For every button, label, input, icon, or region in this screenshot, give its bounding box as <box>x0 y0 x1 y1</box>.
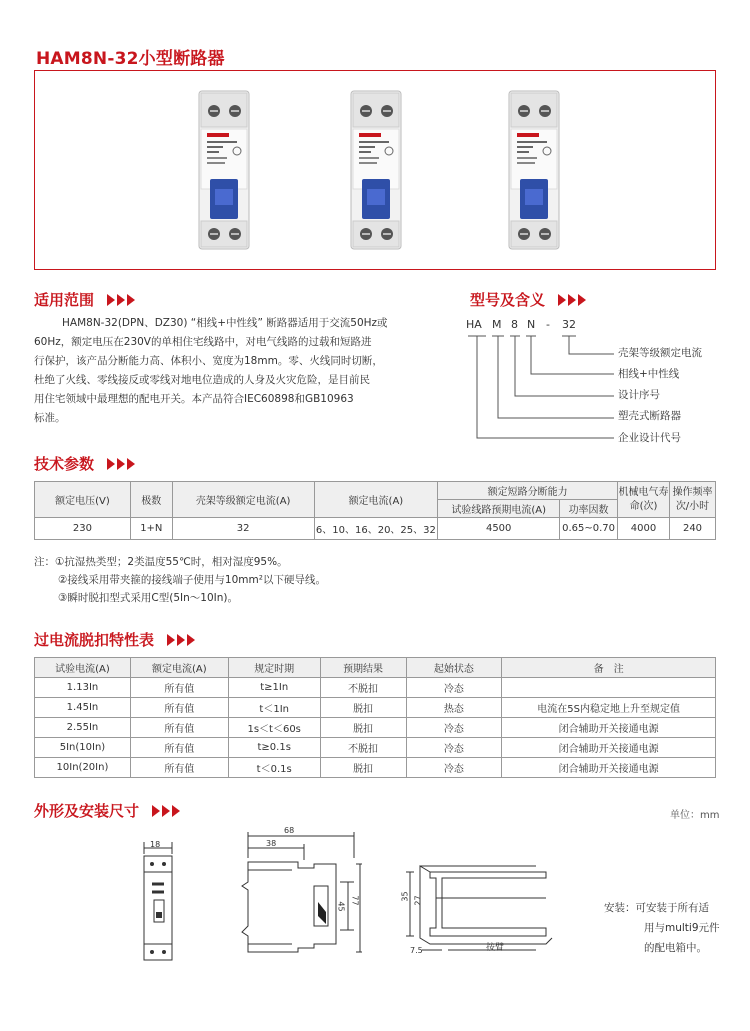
model-code-8: 8 <box>511 318 518 331</box>
tech-header-frame: 壳架等级额定电流(A) <box>172 482 314 518</box>
tech-note: ②接线采用带夹箍的接线端子使用与10mm²以下硬导线。 <box>58 574 326 586</box>
table-row <box>35 518 716 540</box>
trip-header-state: 起始状态 <box>406 658 502 678</box>
dim-side-h2: 77 <box>350 895 360 906</box>
triple-arrow-icon <box>152 803 182 821</box>
page-title: HAM8N-32小型断路器 <box>36 49 225 69</box>
trip-cell: 1s＜t＜60s <box>228 718 320 738</box>
tech-cell-frame: 32 <box>172 518 314 540</box>
tech-cell-voltage: 230 <box>35 518 131 540</box>
tech-cell-pf: 0.65~0.70 <box>560 518 618 540</box>
tech-note: ③瞬时脱扣型式采用C型(5In～10In)。 <box>58 592 238 604</box>
tech-header-breaking: 额定短路分断能力 <box>438 482 618 500</box>
trip-cell: 闭合辅助开关接通电源 <box>502 758 716 778</box>
table-row <box>35 758 716 778</box>
scope-line: 杜绝了火线、零线接反或零线对地电位造成的人身及火灾危险，是目前民 <box>34 374 370 386</box>
trip-cell: 冷态 <box>406 738 502 758</box>
install-line: 安装：可安装于所有适 <box>604 902 709 914</box>
model-title <box>470 289 588 310</box>
scope-title-text: 适用范围 <box>34 291 95 309</box>
install-note <box>604 898 720 958</box>
scope-line: 标准。 <box>34 412 66 424</box>
tech-header-voltage: 额定电压(V) <box>35 482 131 518</box>
trip-header-remark: 备 注 <box>502 658 716 678</box>
scope-line: HAM8N-32(DPN、DZ30) “相线+中性线” 断路器适用于交流50Hz或 <box>62 317 388 329</box>
product-photo-frame <box>34 70 716 270</box>
trip-header-time: 规定时期 <box>228 658 320 678</box>
model-code-ha: HA <box>466 318 482 331</box>
model-code-m: M <box>492 318 502 331</box>
triple-arrow-icon <box>558 292 588 310</box>
dim-side-top: 38 <box>266 839 277 848</box>
trip-cell: 2.55In <box>35 718 131 738</box>
trip-cell: 不脱扣 <box>320 738 406 758</box>
tech-header-test-current: 试验线路预期电流(A) <box>438 500 560 518</box>
trip-cell: t≥1In <box>228 678 320 698</box>
dims-unit: 单位：mm <box>670 810 720 821</box>
triple-arrow-icon <box>107 456 137 474</box>
tech-cell-poles: 1+N <box>130 518 172 540</box>
scope-text <box>34 314 434 428</box>
breaker-photo-1 <box>197 89 251 251</box>
model-meaning-company-code: 企业设计代号 <box>618 432 681 444</box>
trip-cell: 所有值 <box>130 718 228 738</box>
tech-title-text: 技术参数 <box>34 455 95 473</box>
table-row <box>35 738 716 758</box>
model-code-dash: - <box>546 318 550 331</box>
dim-rail-h2: 27 <box>413 895 423 906</box>
tech-note: 注：①抗湿热类型；2类温度55℃时，相对湿度95%。 <box>34 556 288 568</box>
trip-cell: 10In(20In) <box>35 758 131 778</box>
trip-cell: 冷态 <box>406 678 502 698</box>
trip-title-text: 过电流脱扣特性表 <box>34 631 155 649</box>
tech-header-current: 额定电流(A) <box>314 482 438 518</box>
tech-header-life: 机械电气寿命(次) <box>618 482 670 518</box>
tech-cell-test-current: 4500 <box>438 518 560 540</box>
scope-line: 行保护，该产品分断能力高、体积小、宽度为18mm。零、火线同时切断， <box>34 355 383 367</box>
trip-cell: t≥0.1s <box>228 738 320 758</box>
trip-cell: 冷态 <box>406 718 502 738</box>
trip-title <box>34 629 197 650</box>
dim-front-width: 18 <box>150 840 161 849</box>
model-meaning-design-no: 设计序号 <box>618 389 660 401</box>
trip-cell: 闭合辅助开关接通电源 <box>502 718 716 738</box>
dim-rail-h1: 35 <box>400 891 410 902</box>
trip-cell: 不脱扣 <box>320 678 406 698</box>
trip-cell: 脱扣 <box>320 718 406 738</box>
trip-cell: 冷态 <box>406 758 502 778</box>
tech-header-freq: 操作频率次/小时 <box>670 482 716 518</box>
trip-header-test-current: 试验电流(A) <box>35 658 131 678</box>
table-row <box>35 698 716 718</box>
trip-cell: 所有值 <box>130 758 228 778</box>
model-meaning-phase-neutral: 相线+中性线 <box>618 368 680 380</box>
trip-header-result: 预期结果 <box>320 658 406 678</box>
trip-cell: 1.45In <box>35 698 131 718</box>
trip-cell: t＜0.1s <box>228 758 320 778</box>
model-meaning-frame-current: 壳架等级额定电流 <box>618 347 702 359</box>
scope-line: 用住宅领域中最理想的配电开关。本产品符合IEC60898和GB10963 <box>34 393 354 405</box>
scope-title <box>34 289 137 310</box>
trip-cell: 电流在5S内稳定地上升至规定值 <box>502 698 716 718</box>
trip-header-rated-current: 额定电流(A) <box>130 658 228 678</box>
model-title-text: 型号及含义 <box>470 291 546 309</box>
trip-cell: t＜1In <box>228 698 320 718</box>
tech-table <box>34 481 716 540</box>
scope-line: 60Hz，额定电压在230V的单相住宅线路中，对电气线路的过载和短路进 <box>34 336 372 348</box>
tech-cell-current: 6、10、16、20、25、32 <box>314 518 438 540</box>
trip-cell: 所有值 <box>130 678 228 698</box>
tech-header-poles: 极数 <box>130 482 172 518</box>
tech-cell-life: 4000 <box>618 518 670 540</box>
dim-rail-width: 7.5 <box>410 946 423 955</box>
install-line: 的配电箱中。 <box>644 942 707 954</box>
trip-cell: 5In(10In) <box>35 738 131 758</box>
model-code-n: N <box>527 318 536 331</box>
table-row <box>35 678 716 698</box>
dim-side-total: 68 <box>284 826 295 835</box>
dim-rail-label: 按臂 <box>486 943 505 953</box>
trip-cell: 脱扣 <box>320 758 406 778</box>
trip-cell: 脱扣 <box>320 698 406 718</box>
dims-title <box>34 800 182 821</box>
tech-header-pf: 功率因数 <box>560 500 618 518</box>
trip-table <box>34 657 716 778</box>
triple-arrow-icon <box>167 632 197 650</box>
trip-cell: 所有值 <box>130 738 228 758</box>
dims-title-text: 外形及安装尺寸 <box>34 802 140 820</box>
trip-cell: 1.13In <box>35 678 131 698</box>
tech-cell-freq: 240 <box>670 518 716 540</box>
model-meaning-mccb: 塑壳式断路器 <box>618 410 681 422</box>
trip-cell: 所有值 <box>130 698 228 718</box>
trip-cell: 闭合辅助开关接通电源 <box>502 738 716 758</box>
tech-notes <box>34 553 326 607</box>
breaker-photo-3 <box>507 89 561 251</box>
trip-cell: 热态 <box>406 698 502 718</box>
triple-arrow-icon <box>107 292 137 310</box>
tech-title <box>34 453 137 474</box>
trip-cell <box>502 678 716 698</box>
side-view-drawing <box>236 826 366 976</box>
dim-side-h1: 45 <box>336 901 346 912</box>
model-code-32: 32 <box>562 318 576 331</box>
table-row <box>35 718 716 738</box>
model-leader-lines <box>466 332 616 444</box>
breaker-photo-2 <box>349 89 403 251</box>
front-view-drawing <box>130 836 190 966</box>
install-line: 用与multi9元件 <box>644 922 720 934</box>
